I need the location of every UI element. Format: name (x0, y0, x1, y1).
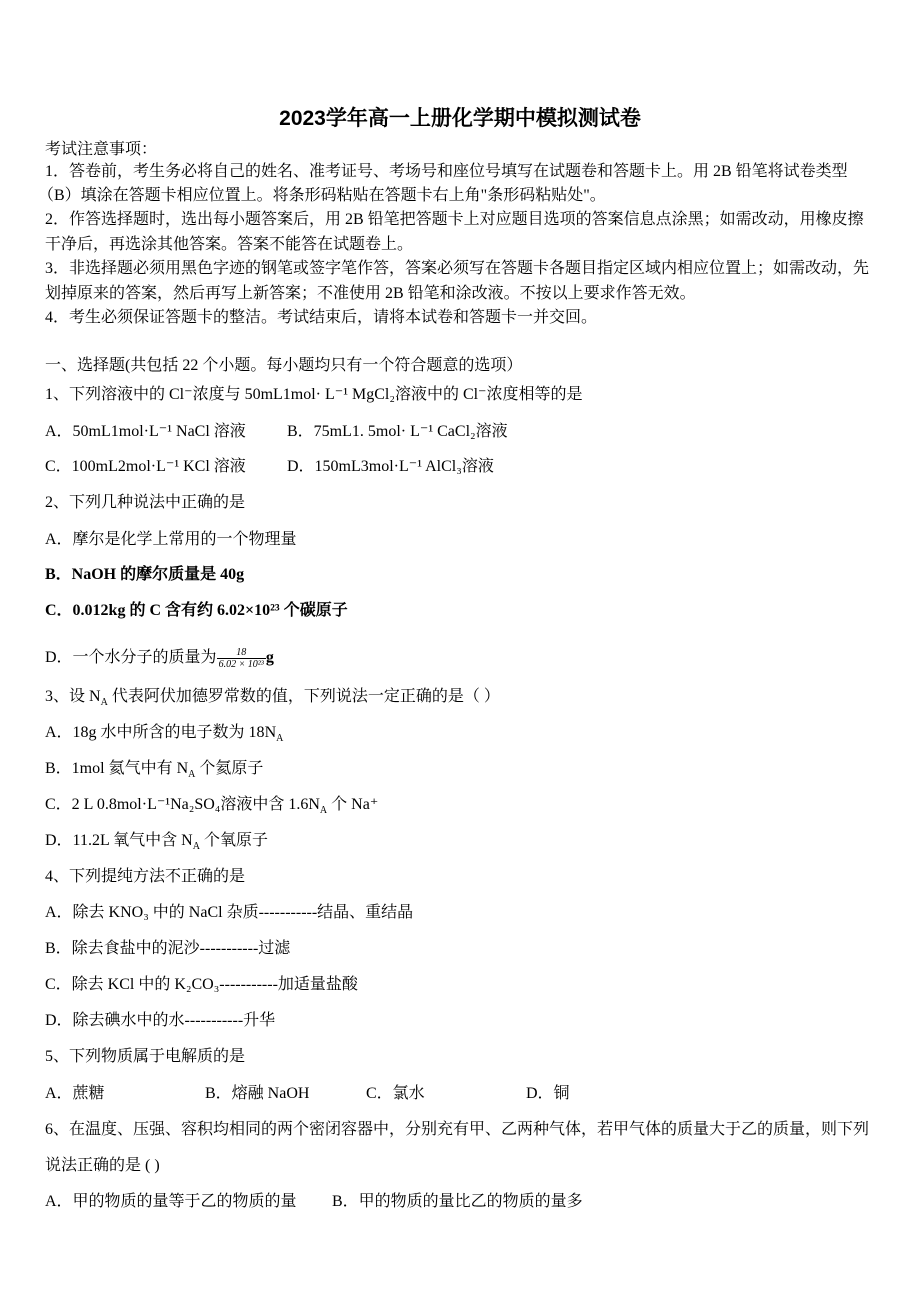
question-6-stem-cont: 说法正确的是 ( ) (45, 1157, 160, 1174)
q6-option-b: B．甲的物质的量比乙的物质的量多 (332, 1193, 583, 1210)
notice-line: 4．考生必须保证答题卡的整洁。考试结束后，请将本试卷和答题卡一并交回。 (45, 309, 598, 326)
q5-option-d: D．铜 (526, 1085, 570, 1102)
q2-option-c: C．0.012kg 的 C 含有约 6.02×10²³ 个碳原子 (45, 602, 348, 619)
section-heading: 一、选择题(共包括 22 个小题。每小题均只有一个符合题意的选项） (45, 357, 523, 374)
question-6-stem: 6、在温度、压强、容积均相同的两个密闭容器中，分别充有甲、乙两种气体，若甲气体的质量大于乙的质量，则下列 (45, 1121, 870, 1138)
question-2-stem: 2、下列几种说法中正确的是 (45, 494, 246, 511)
q6-option-a: A．甲的物质的量等于乙的物质的量 (45, 1193, 297, 1210)
subscript: A (276, 733, 284, 745)
q5-option-b: B．熔融 NaOH (205, 1085, 310, 1102)
q5-option-c: C．氯水 (366, 1085, 425, 1102)
notice-line: 2．作答选择题时，选出每小题答案后，用 2B 铅笔把答题卡上对应题目选项的答案信息点涂黑；如需改动，用橡皮擦 (45, 211, 864, 228)
notice-line: 划掉原来的答案，然后再写上新答案；不准使用 2B 铅笔和涂改液。不按以上要求作答无效。 (45, 285, 696, 302)
question-5-stem: 5、下列物质属于电解质的是 (45, 1048, 246, 1065)
notice-heading: 考试注意事项： (45, 141, 158, 158)
notice-line: 干净后，再选涂其他答案。答案不能答在试题卷上。 (45, 236, 414, 253)
q2-option-d-text: D．一个水分子的质量为 (45, 649, 217, 667)
q3-option-d: D．11.2L 氧气中含 $N_A$ 个氧原子 (45, 832, 268, 853)
q3-option-b: B．1mol 氦气中有 $N_A$ 个氦原子 (45, 760, 264, 781)
question-4-stem: 4、下列提纯方法不正确的是 (45, 868, 246, 885)
page-title: 2023学年高一上册化学期中模拟测试卷 (279, 107, 641, 130)
q5-option-a: A．蔗糖 (45, 1085, 105, 1102)
q4-option-c: C．除去 KCl 中的 K₂CO₃-----------加适量盐酸 (45, 976, 358, 993)
q1-option-b: B．75mL1. 5mol· L⁻¹ CaCl₂溶液 (287, 423, 508, 440)
q3-option-c: C．2 L 0.8mol·L⁻¹Na₂SO₄溶液中含 $1.6N_A$ 个 Na⁺ (45, 796, 379, 817)
subscript: A (188, 769, 196, 781)
subscript: A (100, 697, 108, 709)
notice-line: 1．答卷前，考生务必将自己的姓名、准考证号、考场号和座位号填写在试题卷和答题卡上。用 2B 铅笔将试卷类型 (45, 163, 848, 180)
question-3-stem: 3、设 $N_A$ 代表阿伏加德罗常数的值，下列说法一定正确的是（ ） (45, 688, 500, 709)
unit: g (265, 649, 274, 667)
q2-option-d (45, 647, 274, 670)
q1-option-a: A．50mL1mol·L⁻¹ NaCl 溶液 (45, 423, 246, 440)
fraction-denominator: 6.02 × 10²³ (218, 659, 264, 670)
q1-option-d: D．150mL3mol·L⁻¹ AlCl₃溶液 (287, 458, 494, 475)
subscript: A (319, 805, 328, 817)
fraction (217, 647, 266, 670)
q4-option-b: B．除去食盐中的泥沙-----------过滤 (45, 940, 291, 957)
question-1-stem: 1、下列溶液中的 Cl⁻浓度与 50mL1mol· L⁻¹ MgCl₂溶液中的 Cl⁻浓度相等的是 (45, 386, 583, 403)
fraction-numerator: 18 (236, 647, 247, 658)
q4-option-d: D．除去碘水中的水-----------升华 (45, 1012, 276, 1029)
notice-line: 3．非选择题必须用黑色字迹的钢笔或签字笔作答，答案必须写在答题卡各题目指定区域内相应位置上；如需改动，先 (45, 260, 870, 277)
q4-option-a: A．除去 KNO₃ 中的 NaCl 杂质-----------结晶、重结晶 (45, 904, 414, 921)
subscript: A (192, 841, 200, 853)
q2-option-b: B．NaOH 的摩尔质量是 40g (45, 566, 245, 583)
q2-option-a: A．摩尔是化学上常用的一个物理量 (45, 531, 297, 548)
q1-option-c: C．100mL2mol·L⁻¹ KCl 溶液 (45, 458, 246, 475)
q3-option-a: A．18g 水中所含的电子数为 $18N_A$ (45, 724, 284, 745)
notice-line: （B）填涂在答题卡相应位置上。将条形码粘贴在答题卡右上角"条形码粘贴处"。 (38, 187, 606, 204)
